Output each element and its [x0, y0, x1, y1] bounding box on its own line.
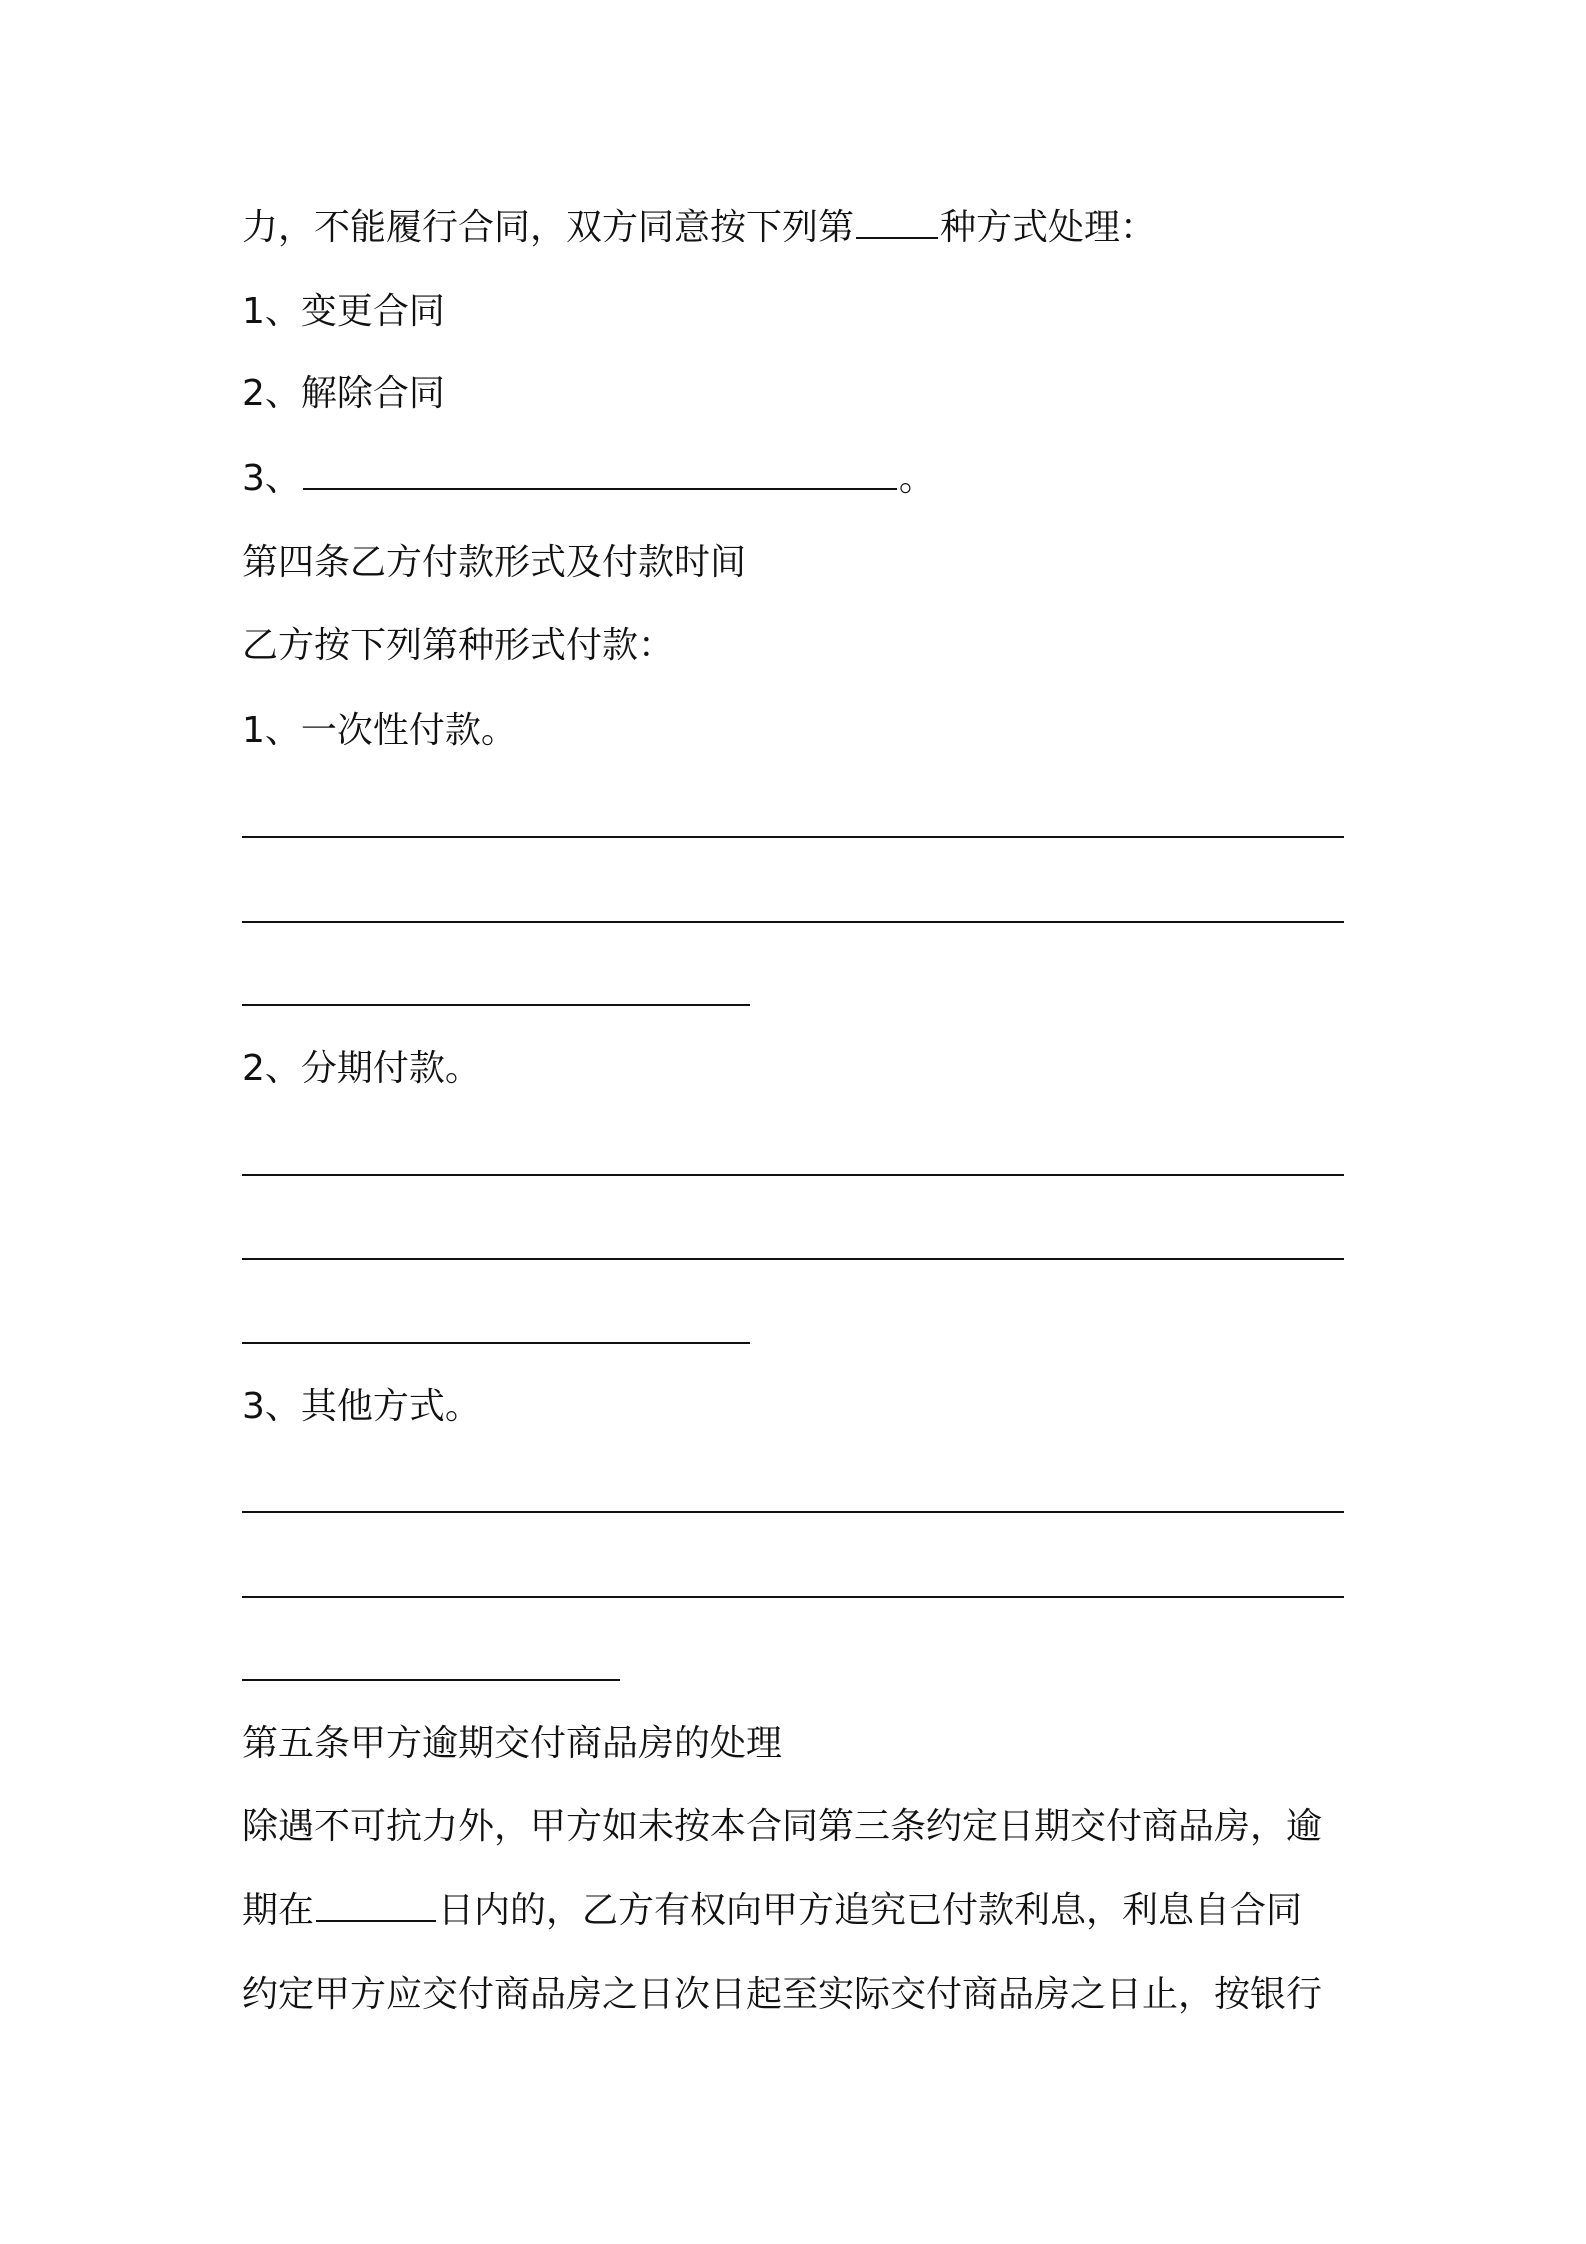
- article4-title: 第四条乙方付款形式及付款时间: [242, 542, 747, 583]
- article5-line2-end: 日内的，乙方有权向甲方追究已付款利息，利息自合同: [438, 1890, 1303, 1931]
- article5-paragraph-line-1: 除遇不可抗力外，甲方如未按本合同第三条约定日期交付商品房，逾: [242, 1806, 1323, 1847]
- payment-lump-sum: 1、一次性付款。: [242, 710, 517, 751]
- clause-continuation-line: [242, 204, 1156, 252]
- blank-lump-sum-line-3[interactable]: [242, 1004, 750, 1006]
- blank-installment-line-3[interactable]: [242, 1342, 750, 1344]
- blank-installment-line-2[interactable]: [242, 1258, 1344, 1260]
- blank-lump-sum-line-1[interactable]: [242, 836, 1344, 838]
- option-other-number: 3、: [242, 458, 301, 499]
- option-other: [242, 455, 935, 503]
- clause-continuation-text: 力，不能履行合同，双方同意按下列第: [242, 207, 855, 248]
- article4-intro: 乙方按下列第种形式付款：: [242, 625, 675, 666]
- article5-paragraph-line-2: [242, 1887, 1302, 1935]
- article5-title: 第五条甲方逾期交付商品房的处理: [242, 1723, 783, 1764]
- blank-installment-line-1[interactable]: [242, 1174, 1344, 1176]
- blank-overdue-days[interactable]: [316, 1919, 436, 1922]
- article5-paragraph-line-3: 约定甲方应交付商品房之日次日起至实际交付商品房之日止，按银行: [242, 1974, 1323, 2015]
- blank-method-number[interactable]: [856, 236, 938, 239]
- clause-continuation-text-end: 种方式处理：: [940, 207, 1157, 248]
- payment-other: 3、其他方式。: [242, 1386, 481, 1427]
- article5-line2-start: 期在: [242, 1890, 315, 1931]
- payment-installment: 2、分期付款。: [242, 1048, 481, 1089]
- option-terminate-contract: 2、解除合同: [242, 373, 445, 414]
- blank-other-line-2[interactable]: [242, 1596, 1344, 1598]
- blank-lump-sum-line-2[interactable]: [242, 921, 1344, 923]
- option-change-contract: 1、变更合同: [242, 291, 445, 332]
- blank-other-line-3[interactable]: [242, 1679, 620, 1681]
- blank-option-other[interactable]: [303, 487, 897, 490]
- blank-other-line-1[interactable]: [242, 1511, 1344, 1513]
- option-other-end: 。: [898, 458, 935, 499]
